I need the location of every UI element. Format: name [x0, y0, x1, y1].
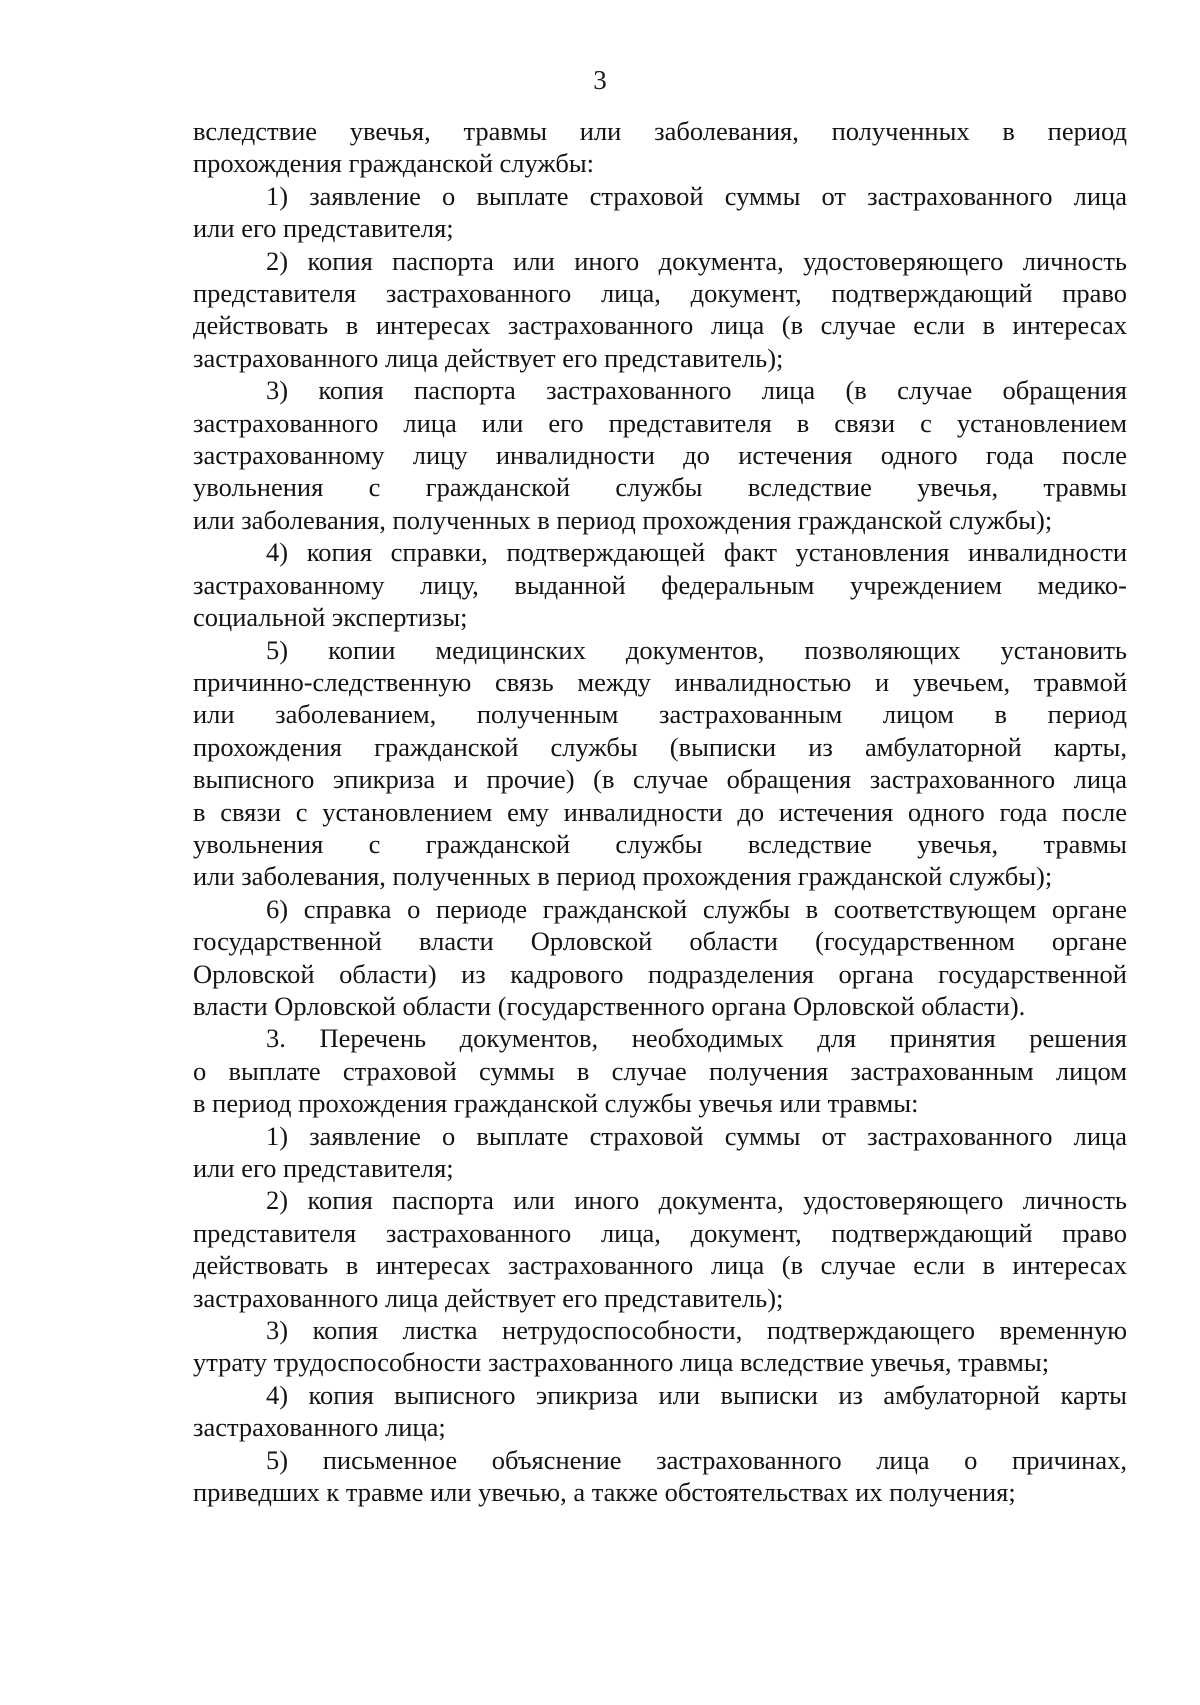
page-number: 3: [593, 65, 607, 95]
text-line: 4) копия справки, подтверждающей факт установления инвалидности: [266, 537, 1127, 568]
text-line: увольнения с гражданской службы вследствие увечья, травмы: [193, 828, 1127, 859]
text-line: застрахованному лицу инвалидности до истечения одного года после: [193, 440, 1127, 471]
text-line: о выплате страховой суммы в случае получения застрахованным лицом: [193, 1055, 1127, 1086]
text-line: прохождения гражданской службы (выписки из амбулаторной карты,: [193, 731, 1127, 762]
text-line: вследствие увечья, травмы или заболевания, полученных в период: [193, 116, 1127, 146]
text-line: 2) копия паспорта или иного документа, удостоверяющего личность: [266, 1185, 1127, 1216]
text-line: 5) письменное объяснение застрахованного лица о причинах,: [266, 1444, 1127, 1475]
text-line: причинно-следственную связь между инвалидностью и увечьем, травмой: [193, 666, 1127, 697]
text-line: представителя застрахованного лица, документ, подтверждающий право: [193, 278, 1127, 309]
text-line: 3) копия паспорта застрахованного лица (в случае обращения: [266, 375, 1127, 406]
text-line: 3. Перечень документов, необходимых для принятия решения: [266, 1023, 1127, 1054]
text-line: выписного эпикриза и прочие) (в случае обращения застрахованного лица: [193, 764, 1127, 795]
text-line: застрахованного лица;: [193, 1412, 446, 1443]
text-line: Орловской области) из кадрового подразделения органа государственной: [193, 958, 1127, 989]
text-line: в период прохождения гражданской службы увечья или травмы:: [193, 1088, 919, 1119]
text-line: или его представителя;: [193, 213, 454, 244]
text-line: 1) заявление о выплате страховой суммы от застрахованного лица: [266, 180, 1127, 211]
text-line: 3) копия листка нетрудоспособности, подтверждающего временную: [266, 1315, 1127, 1346]
text-line: или заболеванием, полученным застрахованным лицом в период: [193, 699, 1127, 730]
text-line: социальной экспертизы;: [193, 602, 468, 633]
text-line: прохождения гражданской службы:: [193, 148, 595, 179]
text-line: или его представителя;: [193, 1153, 454, 1183]
text-line: увольнения с гражданской службы вследствие увечья, травмы: [193, 472, 1127, 503]
text-line: 4) копия выписного эпикриза или выписки из амбулаторной карты: [266, 1379, 1127, 1410]
text-line: власти Орловской области (государственного органа Орловской области).: [193, 990, 1026, 1021]
text-line: государственной власти Орловской области (государственном органе: [193, 926, 1127, 957]
text-line: застрахованного лица действует его представитель);: [193, 1282, 784, 1313]
text-line: застрахованного лица действует его представитель);: [193, 342, 784, 373]
text-line: или заболевания, полученных в период прохождения гражданской службы);: [193, 504, 1053, 535]
text-line: действовать в интересах застрахованного лица (в случае если в интересах: [193, 310, 1127, 341]
text-line: застрахованному лицу, выданной федеральным учреждением медико-: [193, 569, 1127, 600]
text-line: 6) справка о периоде гражданской службы в соответствующем органе: [266, 893, 1127, 924]
text-line: в связи с установлением ему инвалидности до истечения одного года после: [193, 796, 1127, 827]
text-line: утрату трудоспособности застрахованного лица вследствие увечья, травмы;: [193, 1347, 1050, 1378]
text-line: 2) копия паспорта или иного документа, удостоверяющего личность: [266, 245, 1127, 276]
document-body: [193, 115, 1127, 1508]
text-line: или заболевания, полученных в период прохождения гражданской службы);: [193, 861, 1053, 892]
text-line: застрахованного лица или его представителя в связи с установлением: [193, 407, 1127, 438]
text-line: представителя застрахованного лица, документ, подтверждающий право: [193, 1217, 1127, 1248]
text-line: приведших к травме или увечью, а также обстоятельствах их получения;: [193, 1477, 1016, 1508]
text-line: действовать в интересах застрахованного лица (в случае если в интересах: [193, 1250, 1127, 1281]
text-line: 1) заявление о выплате страховой суммы от застрахованного лица: [266, 1120, 1127, 1151]
text-line: 5) копии медицинских документов, позволяющих установить: [266, 634, 1127, 665]
